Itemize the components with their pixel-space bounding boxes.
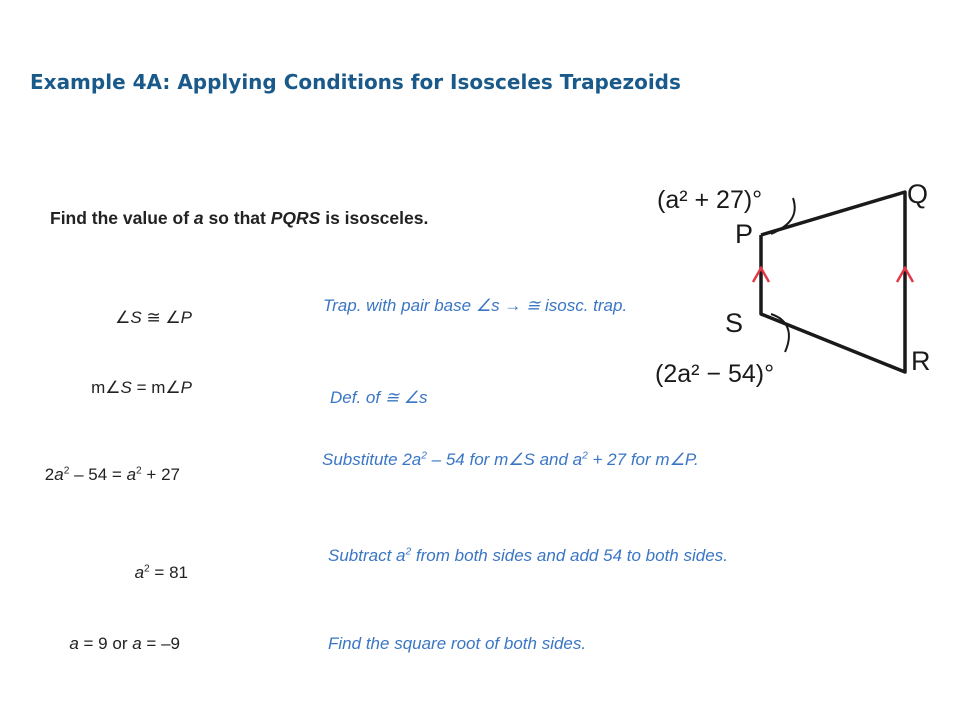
step-statement-1: ∠S ≅ ∠P bbox=[115, 308, 192, 327]
vertex-r-label: R bbox=[911, 346, 931, 376]
step-reason-2: Def. of ≅ ∠s bbox=[330, 388, 428, 407]
problem-prompt: Find the value of a so that PQRS is isosceles. bbox=[50, 208, 429, 228]
vertex-s-label: S bbox=[725, 308, 744, 338]
angle-p-callout bbox=[771, 198, 795, 234]
angle-callouts bbox=[771, 198, 795, 352]
step-statement-3: $2a^2 - 54 = a^2 + 27$ bbox=[44, 465, 180, 484]
trapezoid-diagram bbox=[643, 162, 937, 394]
angle-s-label: (2a² − 54)° bbox=[655, 360, 775, 388]
angle-p-label: (a² + 27)° bbox=[657, 186, 763, 214]
parallel-marks bbox=[753, 268, 913, 282]
trapezoid-outline bbox=[761, 192, 905, 372]
step-reason-4: Subtract $a^2$ from both sides and add 54 to both sides. bbox=[328, 546, 728, 565]
step-statement-2: m∠S = m∠P bbox=[91, 378, 192, 397]
page-title: Example 4A: Applying Conditions for Isosceles Trapezoids bbox=[30, 70, 681, 94]
step-statement-5: a = 9 or a = –9 bbox=[69, 634, 180, 653]
vertex-p-label: P bbox=[735, 219, 754, 249]
step-statement-4: $a^2 = 81$ bbox=[134, 563, 188, 582]
trapezoid-figure bbox=[643, 162, 937, 394]
step-reason-1: Trap. with pair base ∠s → ≅ isosc. trap. bbox=[323, 296, 628, 315]
step-reason-3: Substitute $2a^2 - 54$ for m∠S and $a^2 + 27$ for m∠P. bbox=[322, 450, 699, 469]
vertex-q-label: Q bbox=[907, 179, 929, 209]
step-reason-5: Find the square root of both sides. bbox=[328, 634, 587, 653]
